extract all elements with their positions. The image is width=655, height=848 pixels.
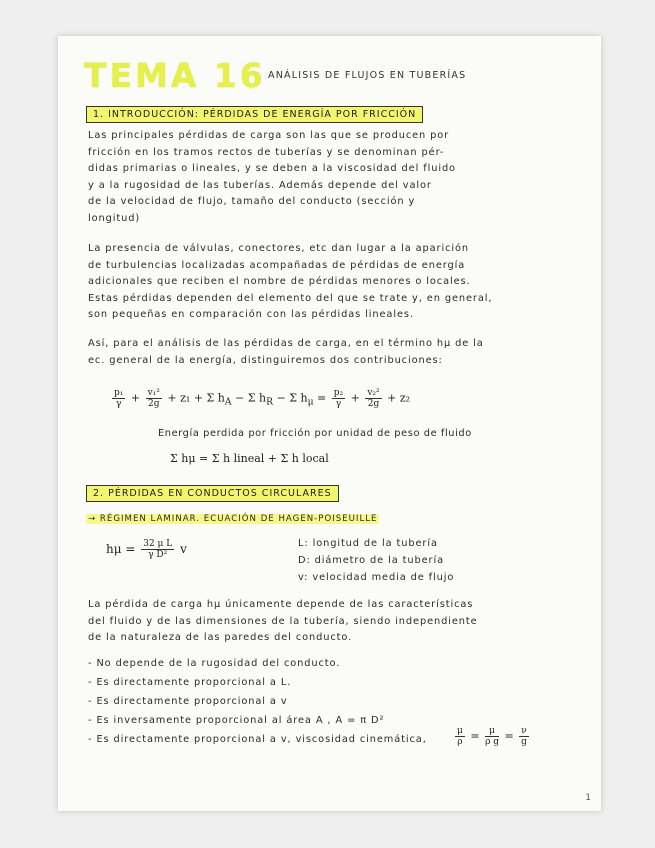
text-line: ec. general de la energía, distinguiremos dos contribuciones: — [88, 354, 443, 366]
section2-paragraph1 — [88, 597, 478, 647]
formula-denominator: γ D² — [148, 550, 168, 560]
loss-sum-equation: Σ hμ = Σ h lineal + Σ h local — [170, 452, 329, 465]
text-line: de la velocidad de flujo, tamaño del conducto (sección y — [88, 196, 416, 208]
formula-velocity: v — [180, 542, 187, 556]
legend-item: v: velocidad media de flujo — [298, 572, 455, 583]
text-line: adicionales que reciben el nombre de pérdidas menores o locales. — [88, 276, 471, 288]
text-line: Las principales pérdidas de carga son las que se producen por — [88, 130, 450, 141]
bullet-item: - Es inversamente proporcional al área A , A = π D² — [88, 715, 385, 726]
page-subtitle: ANÁLISIS DE FLUJOS EN TUBERÍAS — [268, 70, 467, 81]
text-line: La presencia de válvulas, conectores, etc dan lugar a la aparición — [88, 243, 470, 254]
text-line: de la naturaleza de las paredes del conducto. — [88, 632, 353, 644]
equation-caption: Energía perdida por fricción por unidad de peso de fluido — [158, 428, 472, 439]
bullet-item: - Es directamente proporcional a L. — [88, 677, 292, 688]
section1-heading: 1. INTRODUCCIÓN: PÉRDIDAS DE ENERGÍA POR FRICCIÓN — [86, 106, 423, 123]
formula-legend — [298, 536, 454, 587]
bullet-item: - No depende de la rugosidad del conducto. — [88, 658, 341, 669]
page-number: 1 — [585, 793, 591, 803]
notebook-page — [58, 36, 601, 811]
bullet-item: - Es directamente proporcional a v — [88, 696, 288, 707]
section2-subheading — [86, 514, 379, 524]
hagen-poiseuille-formula — [106, 539, 187, 560]
section2-heading: 2. PÉRDIDAS EN CONDUCTOS CIRCULARES — [86, 485, 339, 502]
kinematic-viscosity-expression: $\frac{\mu}{\rho}$ = $\frac{\mu}{\text{ρ g}}$ = $\frac{\nu}{g}$ — [457, 726, 527, 747]
text-line: y a la rugosidad de las tuberías. Además depende del valor — [88, 179, 432, 191]
formula-lhs: hμ = — [106, 542, 136, 556]
property-bullets — [88, 656, 427, 751]
page-title: TEMA 16 — [84, 56, 266, 95]
text-line: Así, para el análisis de las pérdidas de carga, en el término hμ de la — [88, 338, 484, 349]
legend-item: L: longitud de la tubería — [298, 538, 438, 549]
text-line: didas primarias o lineales, y se deben a la viscosidad del fluido — [88, 163, 456, 175]
formula-numerator: 32 μ L — [143, 539, 173, 549]
subheading-text: → RÉGIMEN LAMINAR. ECUACIÓN DE HAGEN-POISEUILLE — [88, 514, 378, 524]
text-line: fricción en los tramos rectos de tuberías y se denominan pér- — [88, 146, 445, 158]
section1-paragraph3 — [88, 336, 484, 369]
text-line: son pequeñas en comparación con las pérdidas lineales. — [88, 309, 414, 321]
legend-item: D: diámetro de la tubería — [298, 555, 444, 566]
text-line: Estas pérdidas dependen del elemento del que se trate y, en general, — [88, 292, 493, 304]
bullet-item: - Es directamente proporcional a v, viscosidad cinemática, — [88, 734, 427, 745]
text-line: de turbulencias localizadas acompañadas de pérdidas de energía — [88, 259, 466, 271]
section1-paragraph2 — [88, 241, 492, 324]
text-line: La pérdida de carga hμ únicamente depende de las características — [88, 599, 474, 610]
text-line: longitud) — [88, 212, 141, 224]
text-line: del fluido y de las dimensiones de la tubería, siendo independiente — [88, 615, 478, 627]
section1-paragraph1 — [88, 128, 456, 228]
energy-equation: $\frac{\text{p₁}}{\gamma}$ + $\frac{\text{v₁²}}{2g}$ + z₁ + Σ $h_A - \Sigma$ $h_R - \Sigma$ $h_\mu$ = $\frac{\text{p₂}}{\gamma}$ + $\frac{\text{v₂²}}{2g}$ + z₂ — [114, 388, 411, 409]
